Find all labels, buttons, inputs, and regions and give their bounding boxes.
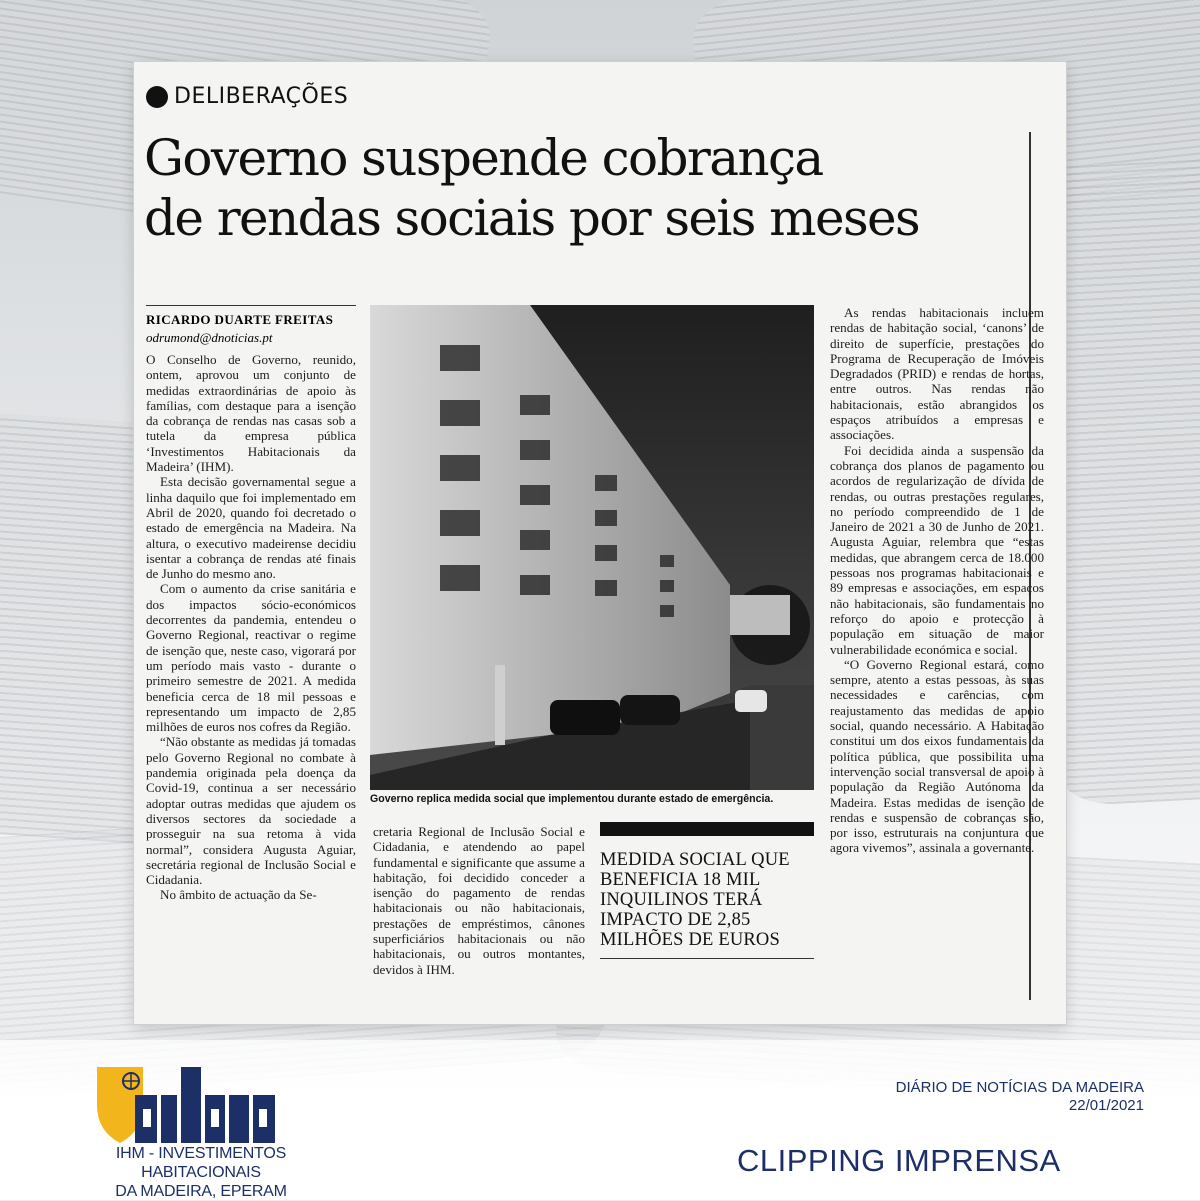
author-email: odrumond@dnoticias.pt (146, 330, 273, 345)
headline-line-1: Governo suspende cobrança (144, 129, 823, 187)
article-column-2 (373, 824, 585, 977)
ihm-logo (95, 1065, 280, 1145)
logo-line-1: IHM - INVESTIMENTOS HABITACIONAIS (115, 1145, 287, 1181)
source-name: DIÁRIO DE NOTÍCIAS DA MADEIRA (895, 1079, 1144, 1096)
logo-line-2: DA MADEIRA, EPERAM (115, 1183, 287, 1200)
pull-quote-bar (600, 822, 814, 836)
headline (144, 128, 1044, 248)
photo-caption: Governo replica medida social que implementou durante estado de emergência. (370, 793, 774, 805)
paragraph: cretaria Regional de Inclusão Social e Cidadania, e atendendo ao papel fundamental e significante que assume a habitação, foi decidido conceder a isenção do pagamento de rendas habitacionais ou não habitacionais, prestações de empréstimos, cânones superficiários habitacionais ou não habitacionais, ou outros montantes, devidos à IHM. (373, 824, 585, 977)
pull-quote-text: MEDIDA SOCIAL QUE BENEFICIA 18 MIL INQUILINOS TERÁ IMPACTO DE 2,85 MILHÕES DE EUROS (600, 850, 790, 950)
bullet-icon (146, 86, 168, 108)
article-column-3 (830, 305, 1044, 856)
clipping-title: CLIPPING IMPRENSA (737, 1143, 1061, 1178)
apartment-buildings-photo (370, 305, 814, 790)
paragraph: Esta decisão governamental segue a linha daquilo que foi implementado em Abril de 2020, quando foi decretado o estado de emergência na Madeira. Na altura, o executivo madeirense decidiu isentar a cobrança de rendas até finais de Junho do mesmo ano. (146, 474, 356, 582)
article-photo (370, 305, 814, 790)
source-date: 22/01/2021 (1068, 1097, 1144, 1114)
section-name: DELIBERAÇÕES (174, 84, 349, 109)
paragraph: As rendas habitacionais incluem rendas de habitação social, ‘canons’ de direito de superfície, prestações do Programa de Recuperação de Imóveis Degradados (PRID) e rendas de hortas, entre outros. Nas rendas não habitacionais, estão abrangidos os espaços atribuídos a empresas e associações. (830, 305, 1044, 443)
paragraph: Com o aumento da crise sanitária e dos impactos sócio-económicos decorrentes da pandemia, entendeu o Governo Regional, reactivar o regime de isenção que, neste caso, vigorará por um período mais vasto - durante o primeiro semestre de 2021. A medida beneficia cerca de 18 mil pessoas e representando um impacto de 2,85 milhões de euros nos cofres da Região. (146, 581, 356, 735)
section-label (146, 84, 348, 109)
article-column-1 (146, 352, 356, 903)
pull-quote (600, 822, 814, 959)
divider (146, 305, 356, 306)
paragraph: “Não obstante as medidas já tomadas pelo Governo Regional no combate à pandemia originada pela doença da Covid-19, continua a ser necessário adoptar outras medidas que ajudem os diversos sectores da sociedade a prosseguir na sua retoma à vida normal”, considera Augusta Aguiar, secretária regional de Inclusão Social e Cidadania. (146, 734, 356, 888)
paragraph: No âmbito de actuação da Se- (160, 887, 317, 903)
author-name: RICARDO DUARTE FREITAS (146, 312, 334, 327)
source-info (896, 1079, 1144, 1115)
divider (600, 958, 814, 959)
headline-line-2: de rendas sociais por seis meses (144, 189, 920, 247)
paragraph: Foi decidida ainda a suspensão da cobrança dos planos de pagamento ou acordos de regularização de dívida de rendas, ou outras prestações regulares, no período compreendido de 1 de Janeiro de 2021 a 30 de Junho de 2021. Augusta Aguiar, relembra que “estas medidas, que abrangem cerca de 18.000 pessoas nos programas habitacionais e 89 empresas e associações, em espaços não habitacionais, são fundamentais no reforço do apoio e protecção à população em situação de maior vulnerabilidade económica e social. (830, 442, 1044, 657)
paragraph: O Conselho de Governo, reunido, ontem, aprovou um conjunto de medidas extraordinárias de apoio às famílias, com destaque para a isenção da cobrança de rendas nas casas sob a tutela da empresa pública ‘Investimentos Habitacionais da Madeira’ (IHM). (146, 352, 356, 475)
logo-text (56, 1144, 346, 1201)
paragraph: “O Governo Regional estará, como sempre, atento a estas pessoas, às suas necessidades e carências, com reajustamento das medidas de apoio social, quando necessário. A Habitação constitui um dos eixos fundamentais da política pública, que possibilita uma intervenção social transversal de apoio à população da Região Autónoma da Madeira. Estas medidas de isenção de rendas e suspensão de cobranças são, por isso, estruturais na conjuntura que agora vivemos”, assinala a governante. (830, 656, 1044, 856)
